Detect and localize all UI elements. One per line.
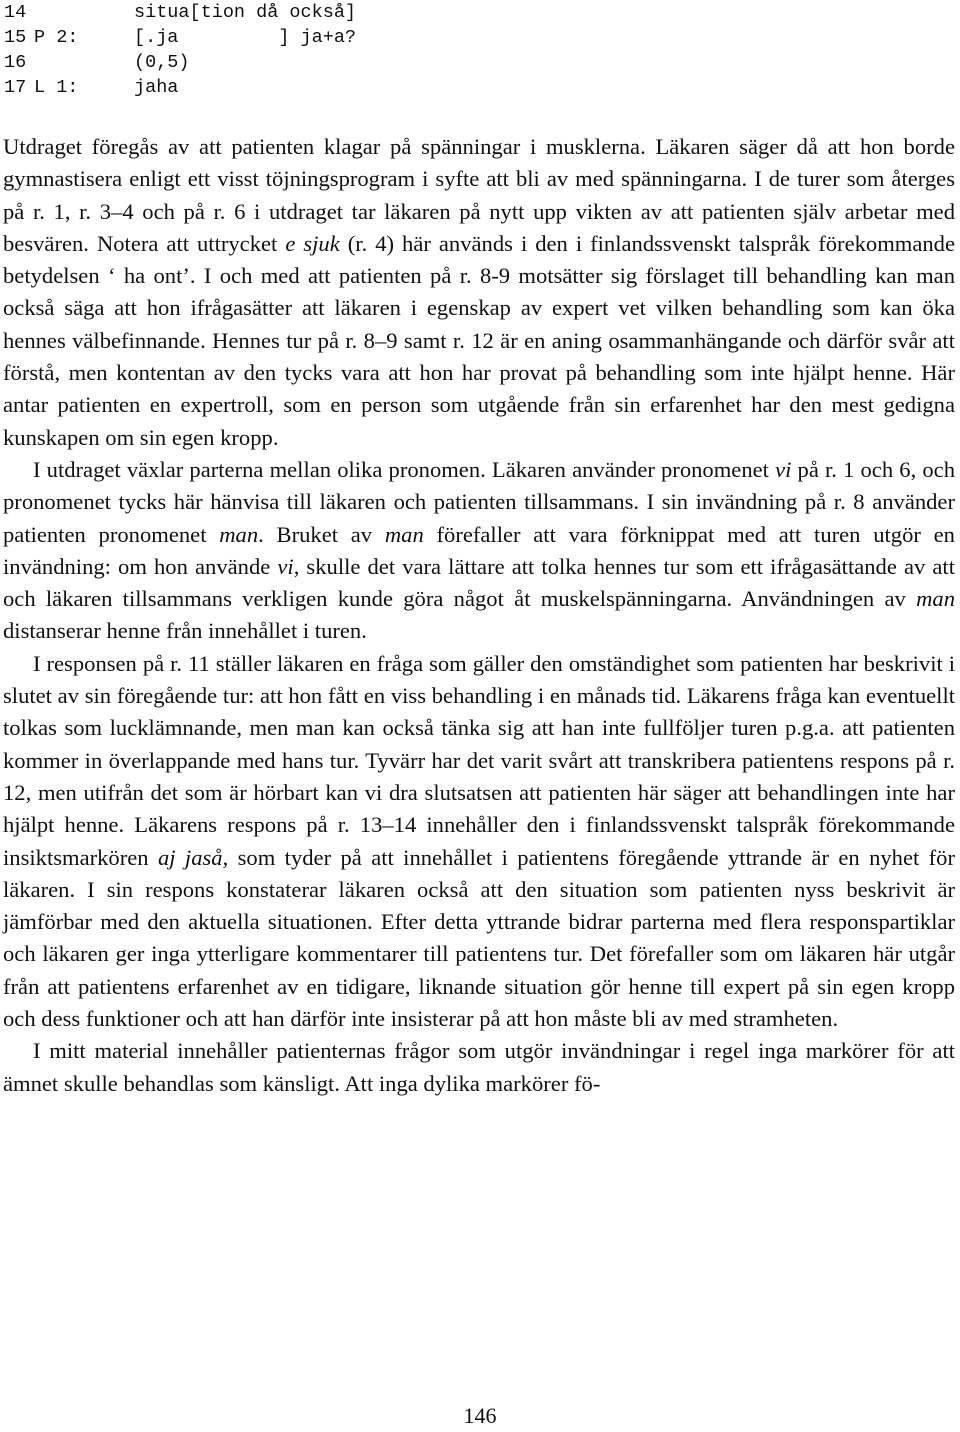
italic-term: e sjuk — [285, 230, 340, 256]
utterance-text: situa[tion då också] — [134, 2, 357, 23]
paragraph — [3, 131, 955, 454]
italic-term: man — [384, 521, 424, 547]
text-run: distanserar henne från innehållet i turen. — [3, 618, 367, 644]
line-number: 15 — [4, 27, 27, 48]
italic-term: vi — [775, 456, 792, 482]
paragraph — [3, 1035, 955, 1100]
paragraph — [3, 648, 955, 1036]
utterance-text: [.ja ] ja+a? — [134, 27, 357, 48]
text-run: på r. 1 och 6, och pronomenet tycks här hänvisa till läkaren och patienten tillsammans. I sin invändning på r. 8 använder patienten pronomenet — [3, 456, 955, 547]
line-number: 14 — [4, 2, 27, 23]
line-number: 17 — [4, 77, 27, 98]
utterance-text: jaha — [134, 77, 179, 98]
text-run: Utdraget föregås av att patienten klagar på spänningar i musklerna. Läkaren säger då att hon borde gymnastisera enligt ett visst töjningsprogram i syfte att bli av med spänningarna. I de turer som återges på r. 1, r. 3–4 och på r. 6 i utdraget tar läkaren på nytt upp vikten av att patienten själv arbetar med besvären. Notera att uttrycket — [3, 134, 955, 256]
utterance-text: (0,5) — [134, 52, 190, 73]
text-run: I mitt material innehåller patienternas frågor som utgör invändningar i regel inga markörer för att ämnet skulle behandlas som känsligt. Att inga dylika markörer fö- — [3, 1038, 955, 1096]
paragraph — [3, 454, 955, 648]
body-text — [3, 131, 955, 1100]
transcript-excerpt — [4, 0, 356, 100]
line-number: 16 — [4, 52, 27, 73]
italic-term: man — [916, 586, 955, 612]
transcript-line — [4, 50, 356, 75]
text-run: , som tyder på att innehållet i patientens föregående yttrande är en nyhet för läkaren. I sin respons konstaterar läkaren också att den situation som patienten nyss beskrivit är jämförbar med den aktuella situationen. Efter detta yttrande bidrar parterna med flera responspartiklar och läkaren ger inga ytterligare kommentarer till patientens tur. Det förefaller som om läkaren här utgår från att patientens erfarenhet av en tidigare, liknande situation gör henne till expert på sin egen kropp och dess funktioner och att han därför inte insisterar på att hon måste bli av med stramheten. — [3, 844, 955, 1032]
speaker-label: L 1: — [34, 77, 79, 98]
italic-term: vi — [277, 553, 294, 579]
transcript-line — [4, 75, 356, 100]
text-run: , skulle det vara lättare att tolka hennes tur som ett ifrågasättande av att och läkaren tillsammans verkligen kunde göra något åt muskelspänningarna. Användningen av — [3, 553, 955, 612]
transcript-line — [4, 25, 356, 50]
transcript-line — [4, 0, 356, 25]
text-run: . Bruket av — [258, 521, 385, 547]
text-run: förefaller att vara förknippat med att turen utgör en invändning: om hon använde — [3, 521, 955, 579]
italic-term: man — [219, 521, 259, 547]
text-run: (r. 4) här används i den i finlandssvenskt talspråk förekommande betydelsen ‘ ha ont’. I och med att patienten på r. 8-9 motsätter sig förslaget till behandling kan man också säga att hon ifrågasätter att läkaren i egenskap av expert vet vilken behandling som kan öka hennes välbefinnande. Hennes tur på r. 8–9 samt r. 12 är en aning osammanhängande och därför svår att förstå, men kontentan av den tycks vara att hon har provat på behandling som inte hjälpt henne. Här antar patienten en expertroll, som en person som utgående från sin erfarenhet har den mest gedigna kunskapen om sin egen kropp. — [3, 230, 956, 450]
italic-term: aj jaså — [157, 844, 223, 870]
speaker-label: P 2: — [34, 27, 79, 48]
text-run: I utdraget växlar parterna mellan olika pronomen. Läkaren använder pronomenet — [33, 456, 776, 482]
text-run: I responsen på r. 11 ställer läkaren en fråga som gäller den omständighet som patienten har beskrivit i slutet av sin föregående tur: att hon fått en viss behandling i en månads tid. Läkarens fråga kan eventuellt tolkas som lucklämnande, men man kan också tänka sig att han inte fullföljer turen p.g.a. att patienten kommer in överlappande med hans tur. Tyvärr har det varit svårt att transkribera patientens respons på r. 12, men utifrån det som är hörbart kan vi dra slutsatsen att patienten här säger att behandlingen inte har hjälpt henne. Läkarens respons på r. 13–14 innehåller den i finlandssvenskt talspråk förekommande insiktsmarkören — [3, 650, 955, 870]
page-number: 146 — [463, 1403, 497, 1428]
